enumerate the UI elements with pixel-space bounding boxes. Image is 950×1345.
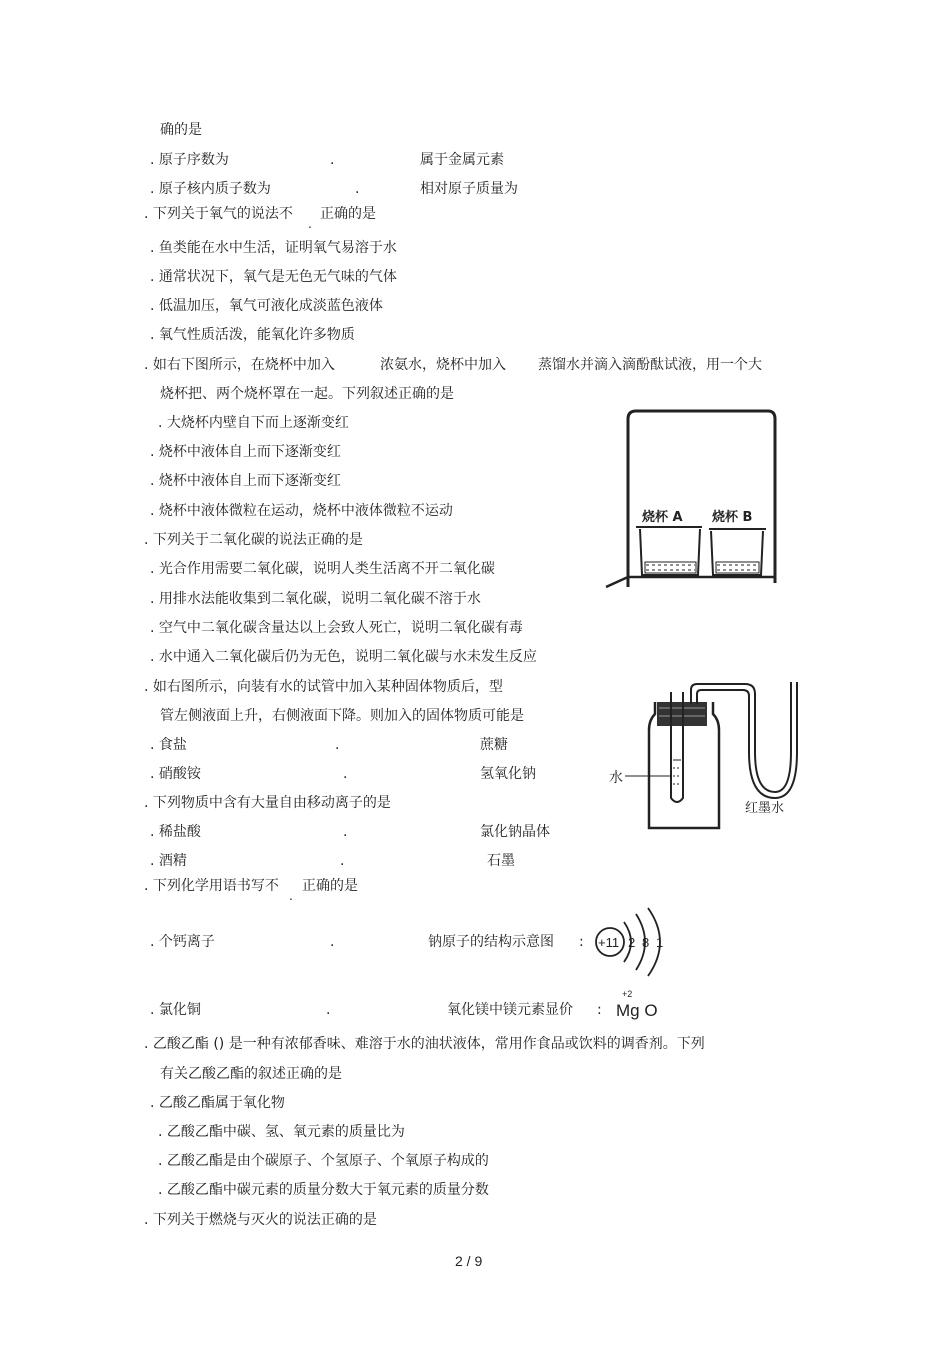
option-text: 钠原子的结构示意图	[428, 934, 554, 950]
option-text: . 鱼类能在水中生活，证明氧气易溶于水	[150, 240, 397, 256]
red-ink-label: 红墨水	[745, 801, 785, 816]
option-text: 相对原子质量为	[420, 181, 518, 197]
option-dot: .	[340, 853, 345, 869]
mgo-formula: Mg O	[616, 1001, 658, 1020]
shell-2-count: 8	[642, 935, 650, 950]
beakers-diagram	[600, 405, 780, 593]
shell-3-count: 1	[656, 935, 664, 950]
beaker-a-label: 烧杯 A	[642, 510, 683, 525]
option-text: . 原子序数为	[150, 152, 229, 168]
option-text: . 烧杯中液体自上而下逐渐变红	[150, 473, 341, 489]
option-text: . 用排水法能收集到二氧化碳，说明二氧化碳不溶于水	[150, 591, 481, 607]
option-text: . 烧杯中液体自上而下逐渐变红	[150, 444, 341, 460]
option-dot: .	[330, 152, 335, 168]
page-number: 2 / 9	[455, 1253, 483, 1269]
question-text: . 下列关于燃烧与灭火的说法正确的是	[144, 1212, 377, 1228]
option-dot: .	[343, 766, 348, 782]
question-text: 管左侧液面上升，右侧液面下降。则加入的固体物质可能是	[160, 708, 524, 724]
shell-1-count: 2	[628, 935, 636, 950]
sodium-atom-diagram	[592, 906, 672, 980]
question-text: . 乙酸乙酯 () 是一种有浓郁香味、难溶于水的油状液体，常用作食品或饮料的调香剂。下列	[144, 1036, 705, 1052]
option-text: 属于金属元素	[420, 152, 504, 168]
question-text: 蒸馏水并滴入滴酚酞试液，用一个大	[538, 357, 762, 373]
u-tube-diagram	[605, 672, 805, 832]
option-text: . 酒精	[150, 853, 187, 869]
question-text: . 如右图所示，向装有水的试管中加入某种固体物质后，型	[144, 679, 503, 695]
option-text: . 乙酸乙酯中碳、氢、氧元素的质量比为	[158, 1124, 405, 1140]
option-text: . 乙酸乙酯是由个碳原子、个氢原子、个氧原子构成的	[158, 1153, 489, 1169]
question-text: . 下列关于氧气的说法不	[144, 206, 293, 222]
question-text: . 下列物质中含有大量自由移动离子的是	[144, 795, 391, 811]
emphasis-dot: .	[289, 889, 293, 903]
question-text: . 下列关于二氧化碳的说法正确的是	[144, 532, 363, 548]
option-text: . 氧气性质活泼，能氧化许多物质	[150, 327, 355, 343]
emphasis-dot: .	[308, 217, 312, 231]
option-text: . 稀盐酸	[150, 824, 201, 840]
question-text: 烧杯把、两个烧杯罩在一起。下列叙述正确的是	[160, 386, 454, 402]
option-dot: .	[335, 737, 340, 753]
option-dot: .	[330, 934, 335, 950]
question-text: 有关乙酸乙酯的叙述正确的是	[160, 1066, 342, 1082]
option-text: . 空气中二氧化碳含量达以上会致人死亡，说明二氧化碳有毒	[150, 620, 523, 636]
option-text: 石墨	[487, 853, 515, 869]
question-text: 浓氨水，烧杯中加入	[380, 357, 506, 373]
option-text: . 水中通入二氧化碳后仍为无色，说明二氧化碳与水未发生反应	[150, 649, 537, 665]
option-text: . 硝酸铵	[150, 766, 201, 782]
question-text: . 下列化学用语书写不	[144, 878, 279, 894]
water-label: 水	[609, 770, 623, 786]
nucleus-label: +11	[598, 935, 620, 950]
option-text: . 氯化铜	[150, 1002, 201, 1018]
question-text: 正确的是	[302, 878, 358, 894]
option-text: 蔗糖	[480, 737, 508, 753]
option-colon: :	[597, 1002, 602, 1018]
line-text: 确的是	[160, 122, 202, 138]
option-text: . 原子核内质子数为	[150, 181, 271, 197]
mgo-valence: +2	[622, 989, 633, 999]
option-text: 氢氧化钠	[480, 766, 536, 782]
beaker-b-label: 烧杯 B	[712, 510, 753, 525]
option-text: . 通常状况下，氧气是无色无气味的气体	[150, 269, 397, 285]
option-text: . 烧杯中液体微粒在运动，烧杯中液体微粒不运动	[150, 503, 453, 519]
question-text: 正确的是	[320, 206, 376, 222]
option-text: . 个钙离子	[150, 934, 215, 950]
option-text: 氧化镁中镁元素显价	[447, 1002, 573, 1018]
option-colon: :	[579, 934, 584, 950]
option-dot: .	[326, 1002, 331, 1018]
option-text: . 乙酸乙酯属于氧化物	[150, 1095, 285, 1111]
option-dot: .	[355, 181, 360, 197]
option-dot: .	[343, 824, 348, 840]
option-text: . 大烧杯内壁自下而上逐渐变红	[158, 415, 349, 431]
question-text: . 如右下图所示，在烧杯中加入	[144, 357, 335, 373]
option-text: . 光合作用需要二氧化碳，说明人类生活离不开二氧化碳	[150, 561, 495, 577]
option-text: . 乙酸乙酯中碳元素的质量分数大于氧元素的质量分数	[158, 1182, 489, 1198]
option-text: 氯化钠晶体	[480, 824, 550, 840]
option-text: . 低温加压，氧气可液化成淡蓝色液体	[150, 298, 383, 314]
option-text: . 食盐	[150, 737, 187, 753]
